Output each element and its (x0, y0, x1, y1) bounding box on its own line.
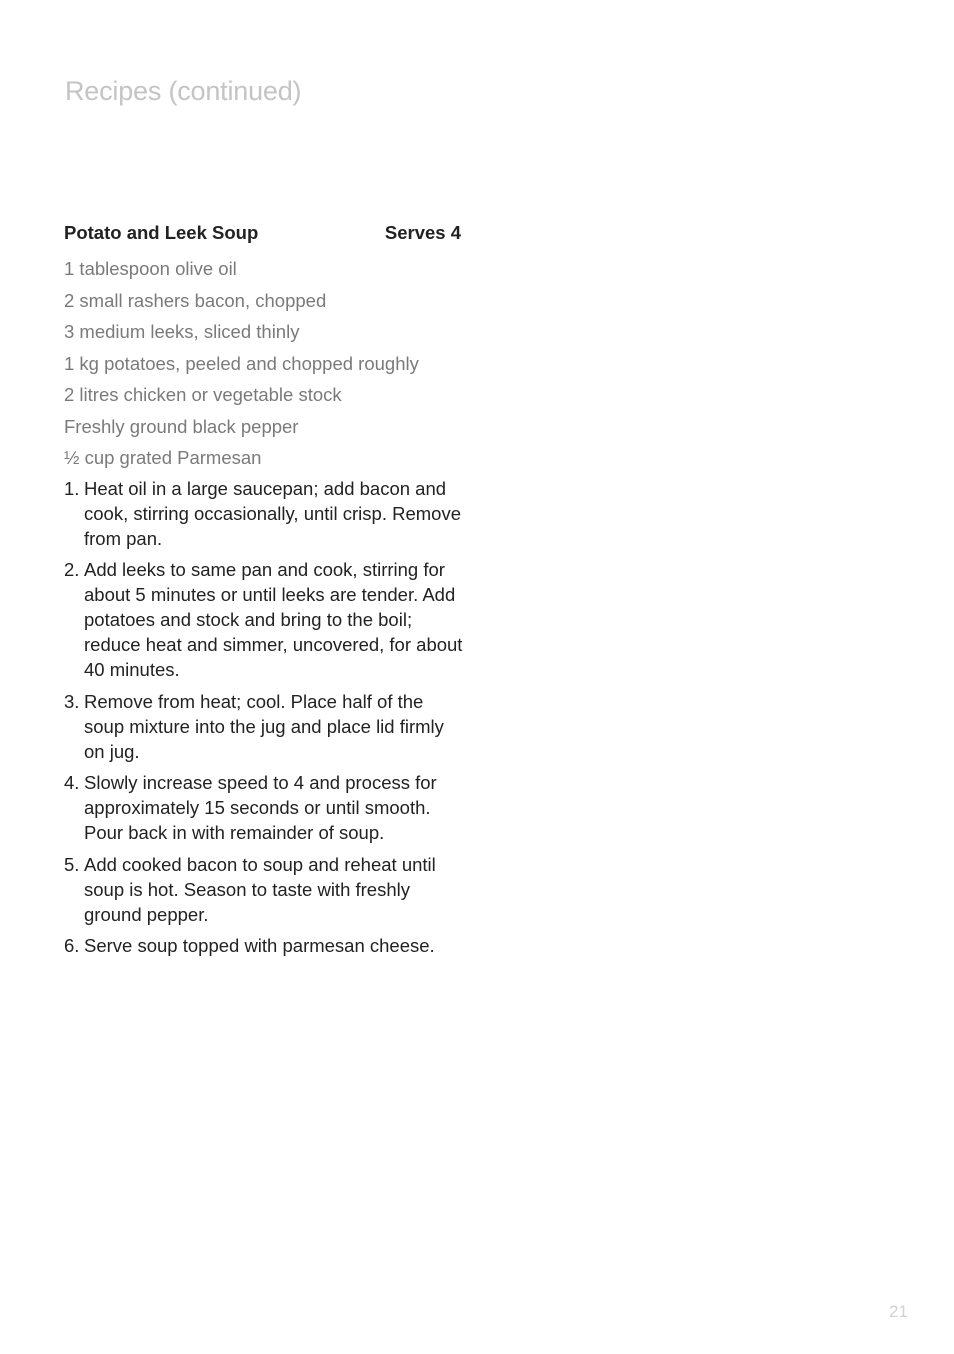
recipe-serves: Serves 4 (384, 222, 461, 243)
method-steps (64, 476, 464, 959)
ingredient-item: 3 medium leeks, sliced thinly (64, 321, 300, 342)
step-text: Serve soup topped with parmesan cheese. (84, 935, 435, 956)
method-step (64, 476, 464, 551)
method-step (64, 933, 464, 958)
step-number: 1. (64, 477, 80, 499)
ingredient-item: 2 small rashers bacon, chopped (64, 289, 327, 311)
ingredient-item: Freshly ground black pepper (64, 415, 299, 437)
ingredient-item: 1 tablespoon olive oil (64, 258, 237, 279)
step-text: Slowly increase speed to 4 and process for approximately 15 seconds or until smooth. Pour back in with remainder of soup. (84, 772, 437, 843)
recipe-title: Potato and Leek Soup (64, 222, 259, 243)
step-number: 3. (64, 690, 80, 712)
recipe-section (64, 222, 464, 965)
page-number: 21 (889, 1302, 908, 1321)
step-text: Remove from heat; cool. Place half of the soup mixture into the jug and place lid firmly on jug. (84, 690, 444, 762)
step-number: 4. (64, 772, 80, 793)
method-step (64, 852, 464, 927)
recipe-header (64, 222, 464, 248)
method-step (64, 770, 464, 845)
step-text: Add cooked bacon to soup and reheat until soup is hot. Season to taste with freshly ground pepper. (84, 853, 436, 925)
step-text: Heat oil in a large saucepan; add bacon and cook, stirring occasionally, until crisp. Remove from pan. (84, 477, 461, 549)
step-number: 2. (64, 559, 80, 580)
ingredient-item: ½ cup grated Parmesan (64, 447, 262, 468)
method-step (64, 557, 464, 682)
ingredient-item: 2 litres chicken or vegetable stock (64, 384, 342, 405)
ingredient-item: 1 kg potatoes, peeled and chopped roughly (64, 352, 419, 374)
step-number: 6. (64, 935, 80, 956)
step-number: 5. (64, 853, 80, 875)
page-title: Recipes (continued) (65, 76, 302, 107)
step-text: Add leeks to same pan and cook, stirring for about 5 minutes or until leeks are tender. Add potatoes and stock and bring to the boil; reduce heat and simmer, uncovered, for about 40 minutes. (84, 559, 463, 680)
ingredient-list (64, 253, 464, 474)
method-step (64, 689, 464, 764)
